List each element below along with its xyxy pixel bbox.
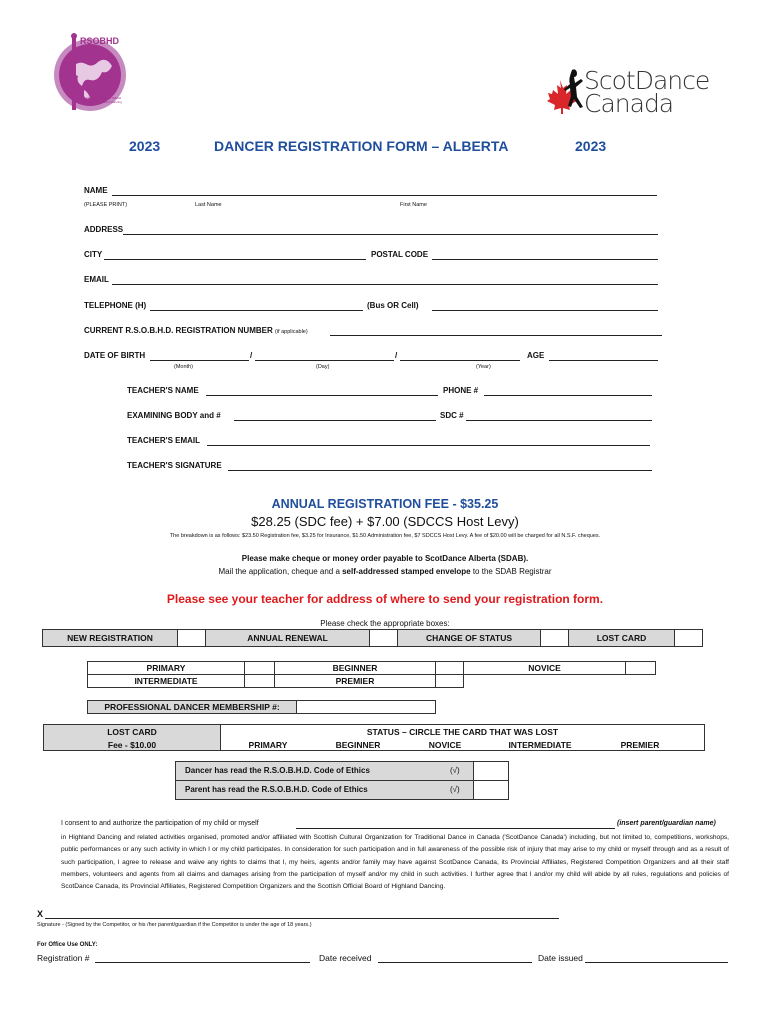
fee-breakdown: $28.25 (SDC fee) + $7.00 (SDCCS Host Levy) <box>251 514 519 529</box>
current-registration-text: CURRENT R.S.O.B.H.D. REGISTRATION NUMBER <box>84 326 273 335</box>
dancer-ethics-checkbox[interactable] <box>473 761 509 781</box>
teacher-phone-field[interactable] <box>484 395 652 396</box>
phone-label: PHONE # <box>443 386 479 395</box>
cheque-note: Please make cheque or money order payable to ScotDance Alberta (SDAB). <box>241 554 529 563</box>
primary-label: PRIMARY <box>146 663 186 673</box>
status-primary[interactable]: PRIMARY <box>248 740 288 750</box>
annual-renewal-label: ANNUAL RENEWAL <box>247 633 328 643</box>
intermediate-label: INTERMEDIATE <box>134 676 198 686</box>
first-name-label: First Name <box>400 202 427 208</box>
parent-ethics-checkbox[interactable] <box>473 780 509 800</box>
telephone-home-field[interactable] <box>150 310 363 311</box>
teacher-signature-label: TEACHER'S SIGNATURE <box>127 461 222 470</box>
teacher-name-label: TEACHER'S NAME <box>127 386 199 395</box>
telephone-label: TELEPHONE (H) <box>84 301 147 310</box>
insert-parent-label: (insert parent/guardian name) <box>617 820 716 827</box>
new-registration-label: NEW REGISTRATION <box>67 633 153 643</box>
registration-number-label: Registration # <box>37 953 90 963</box>
date-received-field[interactable] <box>378 962 532 963</box>
mail-note <box>0 567 770 576</box>
consent-body: in Highland Dancing and related activities organised, promoted and/or affiliated with Scottish Cultural Organization for Traditional Dance in Canada ('ScotDance Canada') including, but not limited to, competitions, workshops, public performances or any such activity in which I or my child participates. In consideration for such participation and in full awareness of the possible risk of injury that may arise to my child or myself through and as a result of such participation, I agree to release and waive any rights to claims that I, my heirs, agents and/or family may have against ScotDance Canada, its Provincial Affiliates, Registered Competition Organizers and all their staff members, volunteers and agents from all claims and damages arising from the participation of myself and/or my child in such activities. I further agree that I and/or my child will abide by all rules, regulations and policies of ScotDance Canada, its Provincial Affiliates, Registered Competition Organizers and the Scottish Official Board of Highland Dancing. <box>61 834 729 891</box>
dob-year-field[interactable] <box>400 360 520 361</box>
dancer-ethics-check: (√) <box>450 766 460 775</box>
office-use-label: For Office Use ONLY: <box>37 942 98 948</box>
status-beginner[interactable]: BEGINNER <box>335 740 381 750</box>
premier-checkbox[interactable] <box>435 674 464 688</box>
email-label: EMAIL <box>84 275 109 284</box>
telephone-bus-field[interactable] <box>432 310 658 311</box>
parent-ethics-check: (√) <box>450 785 460 794</box>
day-caption: (Day) <box>316 364 330 370</box>
pro-membership-field[interactable] <box>296 700 436 714</box>
status-intermediate[interactable]: INTERMEDIATE <box>508 740 572 750</box>
rsobhd-subtext: The Royal Scottish Official Board of Highland Dancing <box>86 96 122 104</box>
dancer-ethics-label: Dancer has read the R.S.O.B.H.D. Code of Ethics <box>185 766 370 775</box>
teacher-email-label: TEACHER'S EMAIL <box>127 436 201 445</box>
scotdance-line2: Canada <box>584 89 674 118</box>
novice-checkbox[interactable] <box>625 661 656 675</box>
breakdown-note: The breakdown is as follows: $23.50 Registration fee, $3.25 for Insurance, $1.50 Administration fee, $7 SDCCS Host Levy. A fee of $20.00 will be charged for all N.S.F. cheques. <box>169 533 601 539</box>
form-title: DANCER REGISTRATION FORM – ALBERTA <box>214 138 509 154</box>
new-registration-checkbox[interactable] <box>177 629 206 647</box>
dob-day-field[interactable] <box>255 360 394 361</box>
change-status-checkbox[interactable] <box>540 629 569 647</box>
status-circle-heading: STATUS – CIRCLE THE CARD THAT WAS LOST <box>366 727 559 737</box>
dob-slash-1: / <box>250 351 253 360</box>
current-registration-field[interactable] <box>330 335 662 336</box>
signature-x: X <box>37 909 44 919</box>
pro-membership-label: PROFESSIONAL DANCER MEMBERSHIP #: <box>104 702 280 712</box>
novice-label: NOVICE <box>528 663 561 673</box>
year-caption: (Year) <box>476 364 491 370</box>
dob-label: DATE OF BIRTH <box>84 351 146 360</box>
please-print-label: (PLEASE PRINT) <box>84 202 128 208</box>
sdc-label: SDC # <box>440 411 464 420</box>
city-field[interactable] <box>104 259 366 260</box>
name-label: NAME <box>84 186 108 195</box>
signature-field[interactable] <box>45 918 559 919</box>
scotdance-line1: ScotDance <box>584 66 710 95</box>
dob-slash-2: / <box>395 351 398 360</box>
beginner-checkbox[interactable] <box>435 661 464 675</box>
age-field[interactable] <box>549 360 658 361</box>
annual-fee-heading: ANNUAL REGISTRATION FEE - $35.25 <box>271 497 499 511</box>
address-field[interactable] <box>123 234 658 235</box>
age-label: AGE <box>527 351 545 360</box>
annual-renewal-checkbox[interactable] <box>369 629 398 647</box>
premier-label: PREMIER <box>335 676 375 686</box>
teacher-signature-field[interactable] <box>228 470 652 471</box>
rsobhd-logo <box>50 28 140 113</box>
beginner-label: BEGINNER <box>332 663 378 673</box>
year-left: 2023 <box>129 138 161 154</box>
consent-start: I consent to and authorize the participation of my child or myself <box>61 820 259 827</box>
signature-note: Signature - (Signed by the Competitor, or his /her parent/guardian if the Competitor is under the age of 18 years.) <box>37 922 312 928</box>
teacher-email-field[interactable] <box>207 445 650 446</box>
intermediate-checkbox[interactable] <box>244 674 275 688</box>
mail-note-bold: self-addressed stamped envelope <box>342 567 471 576</box>
dob-month-field[interactable] <box>150 360 249 361</box>
month-caption: (Month) <box>174 364 193 370</box>
date-received-label: Date received <box>319 953 372 963</box>
email-field[interactable] <box>112 284 658 285</box>
examining-body-field[interactable] <box>234 420 436 421</box>
city-label: CITY <box>84 250 103 259</box>
parent-ethics-label: Parent has read the R.S.O.B.H.D. Code of Ethics <box>185 785 368 794</box>
lost-card-checkbox[interactable] <box>674 629 703 647</box>
year-right: 2023 <box>575 138 607 154</box>
change-status-label: CHANGE OF STATUS <box>425 633 513 643</box>
sdc-field[interactable] <box>466 420 652 421</box>
date-issued-label: Date issued <box>538 953 583 963</box>
address-label: ADDRESS <box>84 225 124 234</box>
rsobhd-text: RSOBHD <box>80 36 120 46</box>
check-boxes-label: Please check the appropriate boxes: <box>320 619 450 628</box>
name-field[interactable] <box>112 195 657 196</box>
primary-checkbox[interactable] <box>244 661 275 675</box>
scotdance-logo <box>546 66 716 116</box>
status-novice[interactable]: NOVICE <box>428 740 462 750</box>
examining-body-label: EXAMINING BODY and # <box>127 411 221 420</box>
registration-number-field[interactable] <box>95 962 310 963</box>
date-issued-field[interactable] <box>585 962 728 963</box>
if-applicable-text: (if applicable) <box>274 329 308 335</box>
parent-guardian-name-field[interactable] <box>296 828 615 829</box>
teacher-name-field[interactable] <box>206 395 438 396</box>
postal-code-field[interactable] <box>432 259 658 260</box>
lost-card-fee-label-1: LOST CARD <box>107 727 157 737</box>
last-name-label: Last Name <box>195 202 222 208</box>
status-premier[interactable]: PREMIER <box>620 740 660 750</box>
lost-card-label: LOST CARD <box>596 633 647 643</box>
current-registration-label <box>84 326 308 335</box>
mail-note-part2: to the SDAB Registrar <box>470 567 552 576</box>
postal-code-label: POSTAL CODE <box>371 250 429 259</box>
mail-note-part1: Mail the application, cheque and a <box>218 567 343 576</box>
teacher-address-note: Please see your teacher for address of where to send your registration form. <box>166 592 604 606</box>
bus-cell-label: (Bus OR Cell) <box>367 301 419 310</box>
lost-card-fee-label-2: Fee - $10.00 <box>107 740 157 750</box>
